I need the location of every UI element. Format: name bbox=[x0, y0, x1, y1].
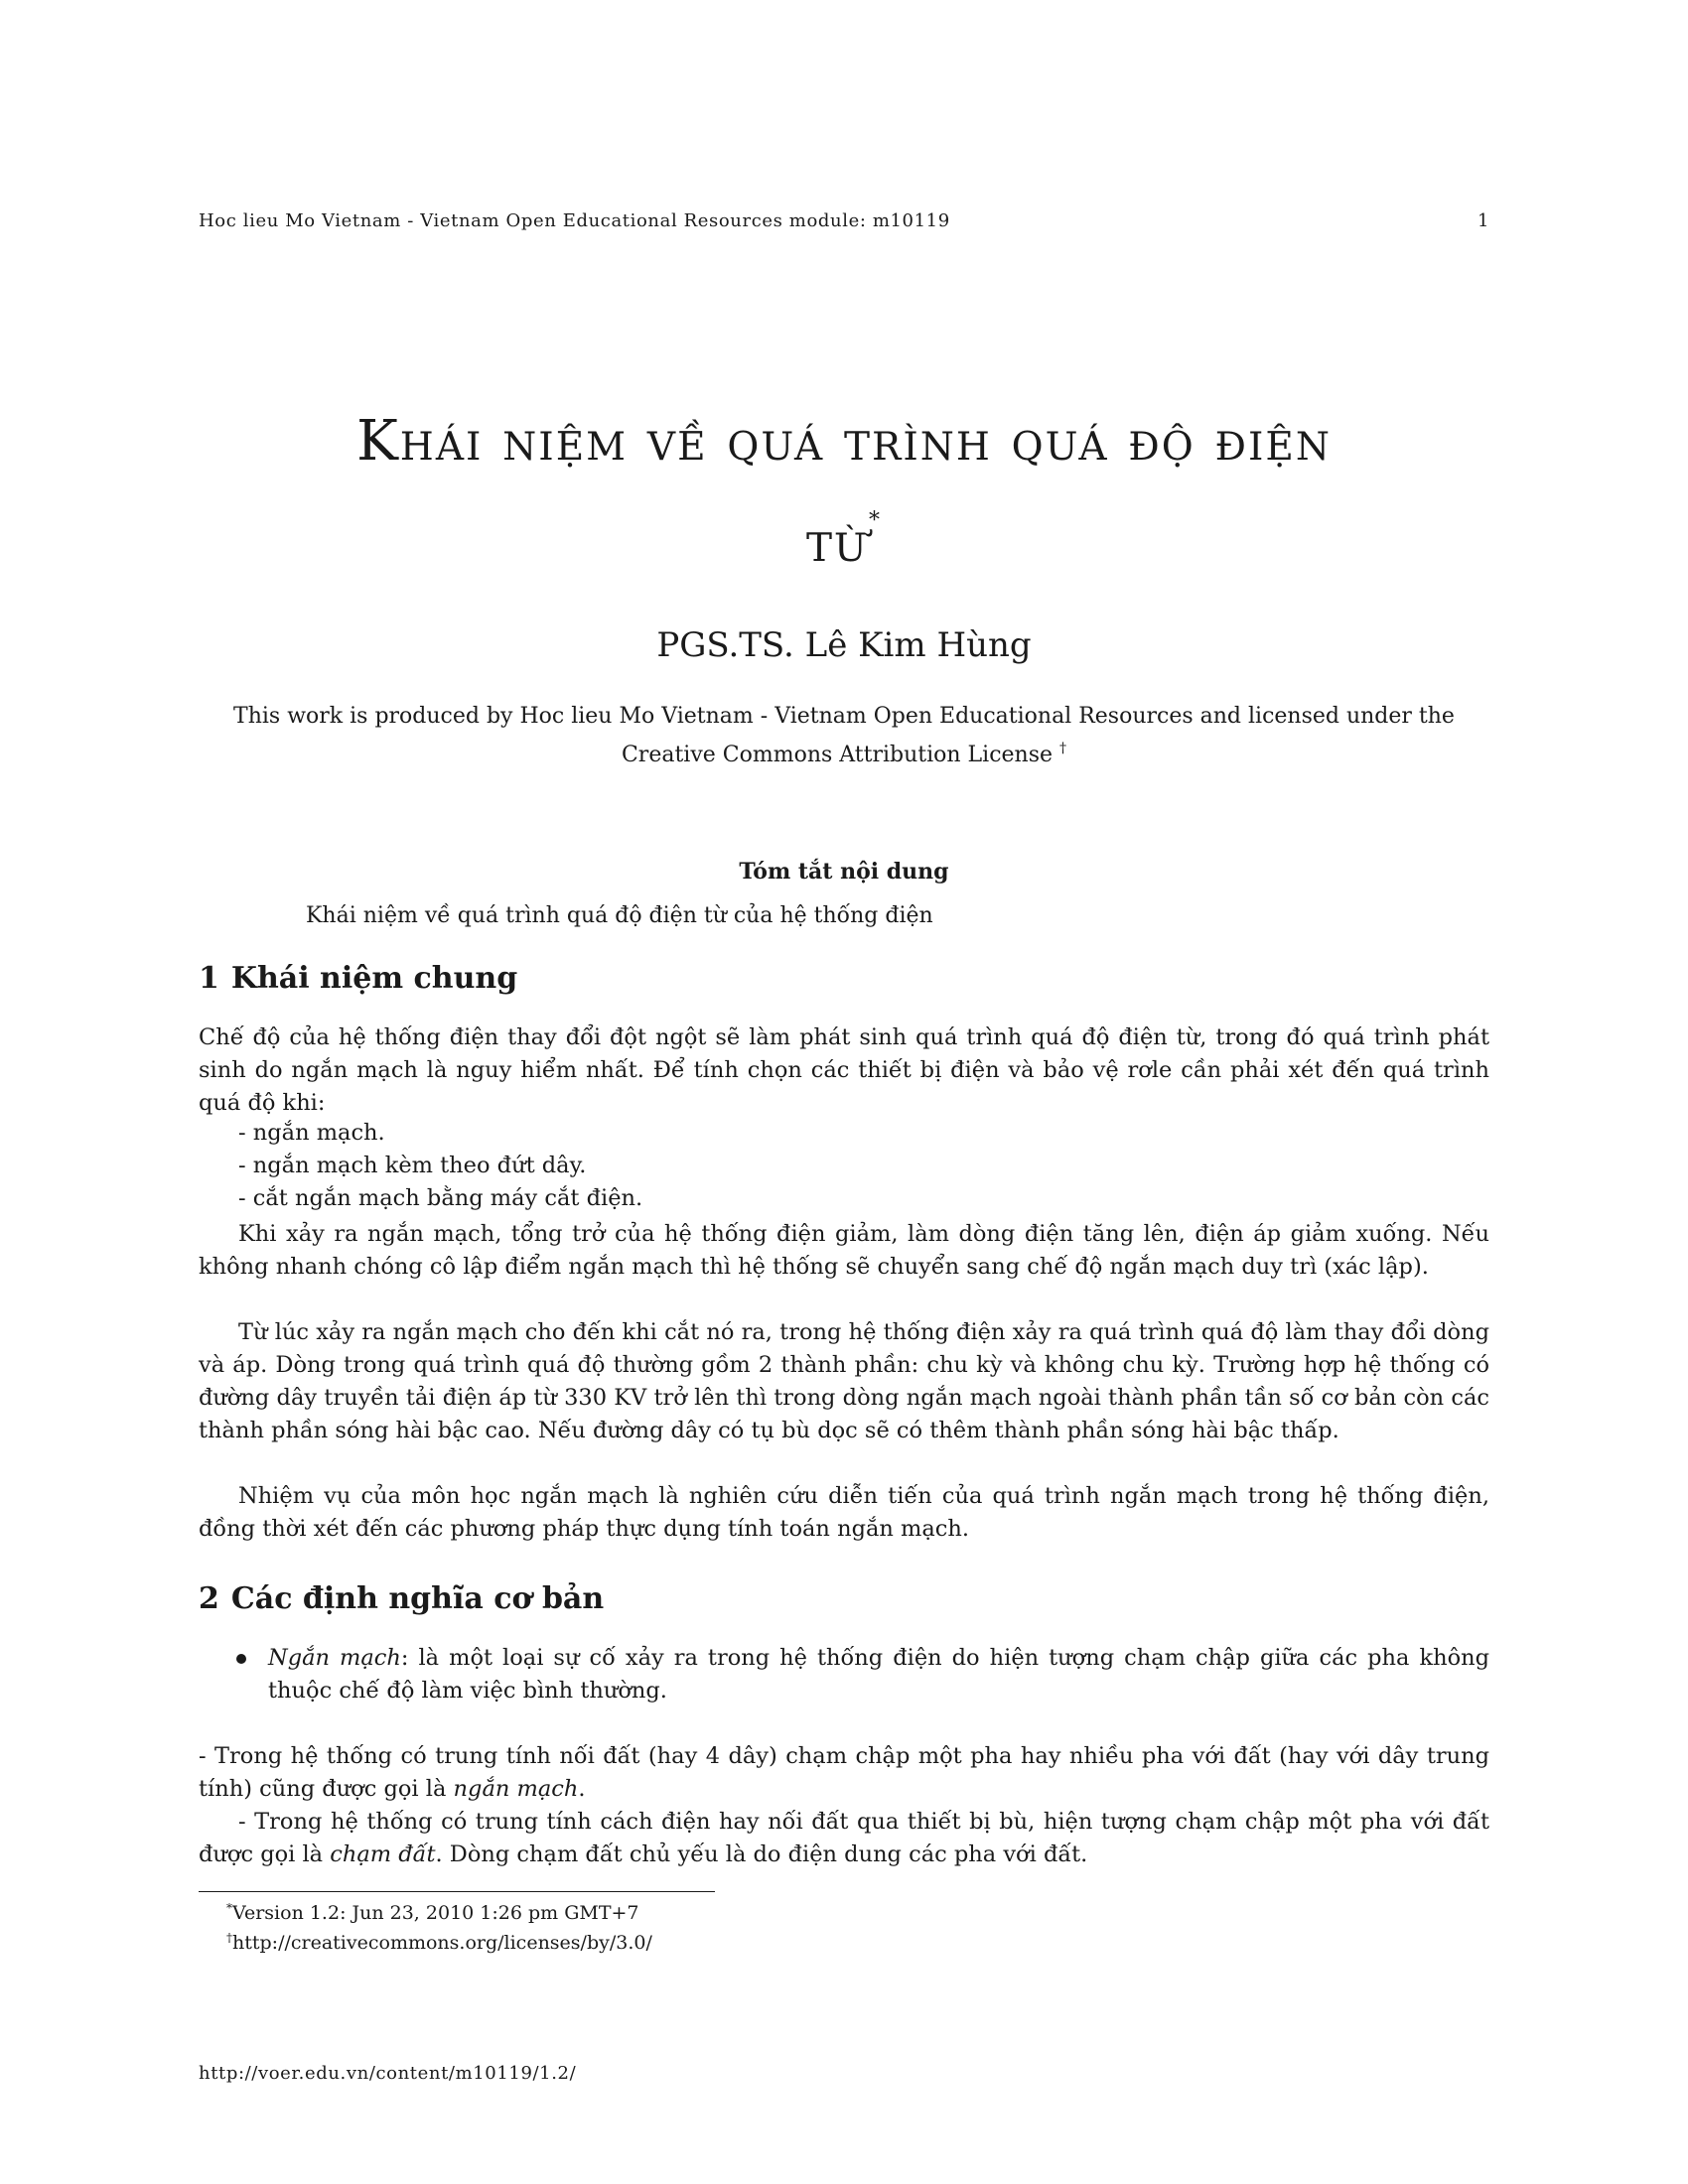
section-2-heading bbox=[199, 1581, 604, 1616]
section-1-number: 1 bbox=[199, 961, 219, 996]
footnote-divider bbox=[199, 1891, 715, 1892]
bullet-dot-icon bbox=[236, 1654, 246, 1664]
section-2-number: 2 bbox=[199, 1581, 219, 1616]
footer-url-link[interactable]: http://voer.edu.vn/content/m10119/1.2/ bbox=[199, 2063, 577, 2084]
license-statement bbox=[199, 700, 1489, 771]
license-footnote-mark[interactable]: † bbox=[1059, 741, 1067, 756]
footnote-mark: * bbox=[226, 1901, 232, 1915]
document-page bbox=[199, 0, 1489, 2184]
definition-body: : là một loại sự cố xảy ra trong hệ thống điện do hiện tượng chạm chập giữa các pha không thuộc chế độ làm việc bình thường. bbox=[268, 1645, 1490, 1704]
title-footnote-mark[interactable]: * bbox=[868, 508, 882, 533]
list-item: - ngắn mạch kèm theo đứt dây. bbox=[238, 1153, 587, 1178]
footnote-license-url bbox=[226, 1931, 652, 1954]
section-2-p1-term: ngắn mạch bbox=[453, 1776, 579, 1802]
section-2-p1-text: - Trong hệ thống có trung tính nối đất (hay 4 dây) chạm chập một pha hay nhiều pha với đất (hay với dây trung tính) cũng được gọi là bbox=[199, 1743, 1489, 1802]
footnote-link[interactable]: http://creativecommons.org/licenses/by/3.0/ bbox=[232, 1932, 652, 1954]
section-2-paragraph-2 bbox=[199, 1806, 1489, 1871]
section-2-p2-text: - Trong hệ thống có trung tính cách điện hay nối đất qua thiết bị bù, hiện tượng chạm chập một pha với đất được gọi là bbox=[199, 1809, 1489, 1867]
license-line-1: This work is produced by Hoc lieu Mo Vietnam - Vietnam Open Educational Resources and licensed under the bbox=[233, 704, 1455, 729]
abstract-title: Tóm tắt nội dung bbox=[739, 859, 949, 885]
section-2-p1-end: . bbox=[578, 1776, 586, 1802]
section-1-paragraph-2: Khi xảy ra ngắn mạch, tổng trở của hệ thống điện giảm, làm dòng điện tăng lên, điện áp giảm xuống. Nếu không nhanh chóng cô lập điểm ngắn mạch thì hệ thống sẽ chuyển sang chế độ ngắn mạch duy trì (xác lập). bbox=[199, 1221, 1489, 1280]
section-1-paragraph-4: Nhiệm vụ của môn học ngắn mạch là nghiên cứu diễn tiến của quá trình ngắn mạch trong hệ thống điện, đồng thời xét đến các phương pháp thực dụng tính toán ngắn mạch. bbox=[199, 1483, 1489, 1542]
section-2-paragraph-1 bbox=[199, 1740, 1489, 1806]
title-line-2-text: từ bbox=[806, 510, 869, 575]
section-1-intro: Chế độ của hệ thống điện thay đổi đột ngột sẽ làm phát sinh quá trình quá độ điện từ, trong đó quá trình phát sinh do ngắn mạch là nguy hiểm nhất. Để tính chọn các thiết bị điện và bảo vệ rơle cần phải xét đến quá trình quá độ khi: bbox=[199, 1024, 1489, 1116]
running-title: Hoc lieu Mo Vietnam - Vietnam Open Educational Resources module: m10119 bbox=[199, 210, 950, 231]
author: PGS.TS. Lê Kim Hùng bbox=[656, 625, 1032, 665]
footnote-version bbox=[226, 1901, 639, 1924]
section-1-heading bbox=[199, 961, 517, 996]
page-number: 1 bbox=[1477, 210, 1489, 231]
abstract-text: Khái niệm về quá trình quá độ điện từ của hệ thống điện bbox=[306, 903, 933, 928]
license-name: Creative Commons Attribution License bbox=[621, 743, 1054, 767]
title-line-1: Khái niệm về quá trình quá độ điện bbox=[355, 409, 1333, 474]
list-item: - cắt ngắn mạch bằng máy cắt điện. bbox=[238, 1185, 643, 1211]
license-line-2 bbox=[199, 733, 1489, 771]
footnote-text: Version 1.2: Jun 23, 2010 1:26 pm GMT+7 bbox=[232, 1902, 639, 1924]
definition-term: Ngắn mạch bbox=[268, 1645, 401, 1671]
definition-text bbox=[268, 1642, 1489, 1707]
section-1-paragraph-3: Từ lúc xảy ra ngắn mạch cho đến khi cắt nó ra, trong hệ thống điện xảy ra quá trình quá độ làm thay đổi dòng và áp. Dòng trong quá trình quá độ thường gồm 2 thành phần: chu kỳ và không chu kỳ. Trường hợp hệ thống có đường dây truyền tải điện áp từ 330 KV trở lên thì trong dòng ngắn mạch ngoài thành phần tần số cơ bản còn các thành phần sóng hài bậc cao. Nếu đường dây có tụ bù dọc sẽ có thêm thành phần sóng hài bậc thấp. bbox=[199, 1319, 1489, 1443]
section-2-title: Các định nghĩa cơ bản bbox=[230, 1581, 605, 1616]
section-2-p2-term: chạm đất bbox=[330, 1842, 436, 1867]
section-1-title: Khái niệm chung bbox=[230, 961, 518, 996]
document-title bbox=[199, 402, 1489, 583]
footnote-mark: † bbox=[226, 1931, 232, 1945]
title-line-2 bbox=[199, 481, 1489, 583]
list-item: - ngắn mạch. bbox=[238, 1120, 385, 1146]
running-header bbox=[199, 210, 1489, 231]
section-2-p2-end: . Dòng chạm đất chủ yếu là do điện dung các pha với đất. bbox=[435, 1842, 1088, 1867]
